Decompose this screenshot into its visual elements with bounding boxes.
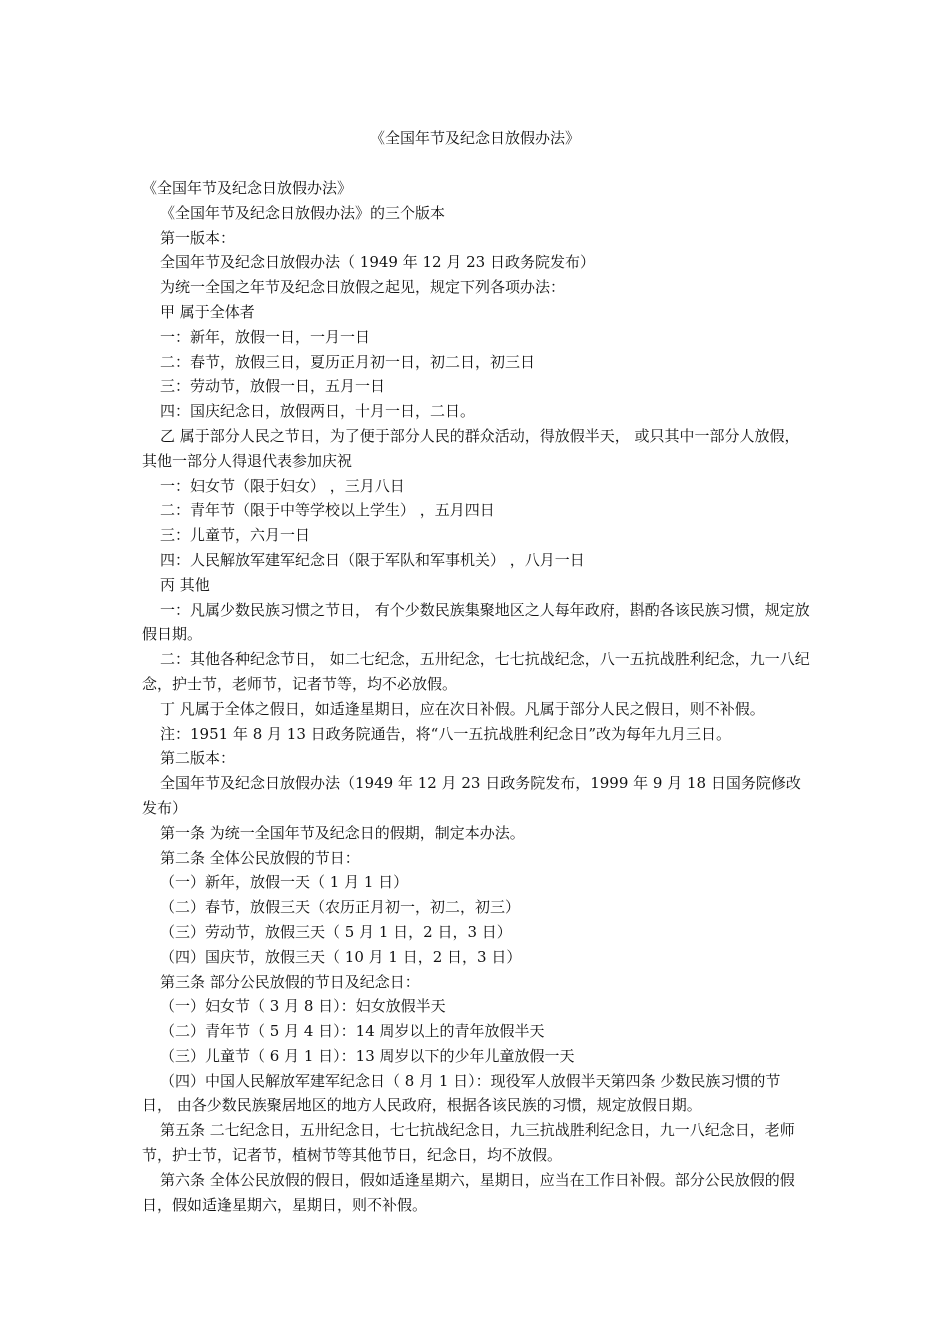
document-paragraph: （三）劳动节，放假三天（ 5 月 1 日，2 日，3 日） bbox=[160, 922, 512, 941]
document-paragraph: 第三条 部分公民放假的节日及纪念日： bbox=[160, 972, 420, 991]
document-paragraph: 一：妇女节（限于妇女） ，三月八日 bbox=[160, 476, 405, 495]
document-paragraph: 三：劳动节，放假一日，五月一日 bbox=[160, 377, 386, 396]
document-paragraph: （一）新年，放假一天（ 1 月 1 日） bbox=[160, 873, 409, 892]
document-body bbox=[142, 176, 810, 1217]
document-paragraph: （四）中国人民解放军建军纪念日（ 8 月 1 日）：现役军人放假半天第四条 少数民族习惯的节日， 由各少数民族聚居地区的地方人民政府，根据各该民族的习惯，规定放假日期。 bbox=[142, 1071, 781, 1115]
document-paragraph: 注：1951 年 8 月 13 日政务院通告，将“八一五抗战胜利纪念日”改为每年九月三日。 bbox=[160, 724, 731, 743]
document-paragraph: 二：其他各种纪念节日， 如二七纪念，五卅纪念，七七抗战纪念，八一五抗战胜利纪念，九一八纪念，护士节，老师节，记者节等，均不必放假。 bbox=[142, 650, 810, 693]
document-paragraph: 四：国庆纪念日，放假两日，十月一日，二日。 bbox=[160, 402, 476, 421]
document-paragraph: 乙 属于部分人民之节日，为了便于部分人民的群众活动，得放假半天， 或只其中一部分人放假， 其他一部分人得退代表参加庆祝 bbox=[142, 426, 800, 470]
document-paragraph: （三）儿童节（ 6 月 1 日）：13 周岁以下的少年儿童放假一天 bbox=[160, 1046, 575, 1065]
document-paragraph: （二）青年节（ 5 月 4 日）：14 周岁以上的青年放假半天 bbox=[160, 1022, 545, 1041]
document-paragraph: 第五条 二七纪念日，五卅纪念日，七七抗战纪念日，九三抗战胜利纪念日，九一八纪念日，老师节，护士节，记者节，植树节等其他节日，纪念日，均不放假。 bbox=[142, 1121, 795, 1165]
document-paragraph: （四）国庆节，放假三天（ 10 月 1 日，2 日，3 日） bbox=[160, 947, 522, 966]
document-paragraph: 第一条 为统一全国年节及纪念日的假期，制定本办法。 bbox=[160, 823, 525, 842]
document-paragraph: 甲 属于全体者 bbox=[160, 302, 255, 321]
document-paragraph: （二）春节，放假三天（农历正月初一，初二，初三） bbox=[160, 898, 521, 917]
document-paragraph: 为统一全国之年节及纪念日放假之起见，规定下列各项办法： bbox=[160, 278, 566, 297]
document-paragraph: 第二条 全体公民放假的节日： bbox=[160, 848, 360, 867]
document-paragraph: 第二版本： bbox=[160, 749, 236, 768]
document-paragraph: 二：青年节（限于中等学校以上学生） ，五月四日 bbox=[160, 501, 495, 520]
document-paragraph: 全国年节及纪念日放假办法（ 1949 年 12 月 23 日政务院发布） bbox=[160, 253, 595, 272]
document-paragraph: 第一版本： bbox=[160, 228, 236, 247]
document-paragraph: 丁 凡属于全体之假日，如适逢星期日，应在次日补假。凡属于部分人民之假日，则不补假。 bbox=[160, 699, 765, 718]
document-paragraph: 丙 其他 bbox=[160, 575, 210, 594]
document-paragraph: 一：新年，放假一日，一月一日 bbox=[160, 327, 371, 346]
document-paragraph: 《全国年节及纪念日放假办法》的三个版本 bbox=[160, 203, 446, 222]
document-paragraph: 二：春节，放假三日，夏历正月初一日，初二日，初三日 bbox=[160, 352, 536, 371]
document-paragraph: 第六条 全体公民放假的假日，假如适逢星期六，星期日，应当在工作日补假。部分公民放假的假日，假如适逢星期六，星期日，则不补假。 bbox=[142, 1170, 795, 1214]
document-paragraph: 全国年节及纪念日放假办法（1949 年 12 月 23 日政务院发布，1999 年 9 月 18 日国务院修改发布） bbox=[142, 774, 801, 817]
document-paragraph: 三：儿童节，六月一日 bbox=[160, 526, 311, 545]
document-paragraph: 一：凡属少数民族习惯之节日， 有个少数民族集聚地区之人每年政府，斟酌各该民族习惯，规定放假日期。 bbox=[142, 600, 810, 644]
document-paragraph: 四：人民解放军建军纪念日（限于军队和军事机关） ，八月一日 bbox=[160, 550, 585, 569]
document-paragraph: （一）妇女节（ 3 月 8 日）：妇女放假半天 bbox=[160, 997, 446, 1016]
document-title: 《全国年节及纪念日放假办法》 bbox=[369, 129, 580, 147]
document-paragraph: 《全国年节及纪念日放假办法》 bbox=[142, 179, 353, 197]
